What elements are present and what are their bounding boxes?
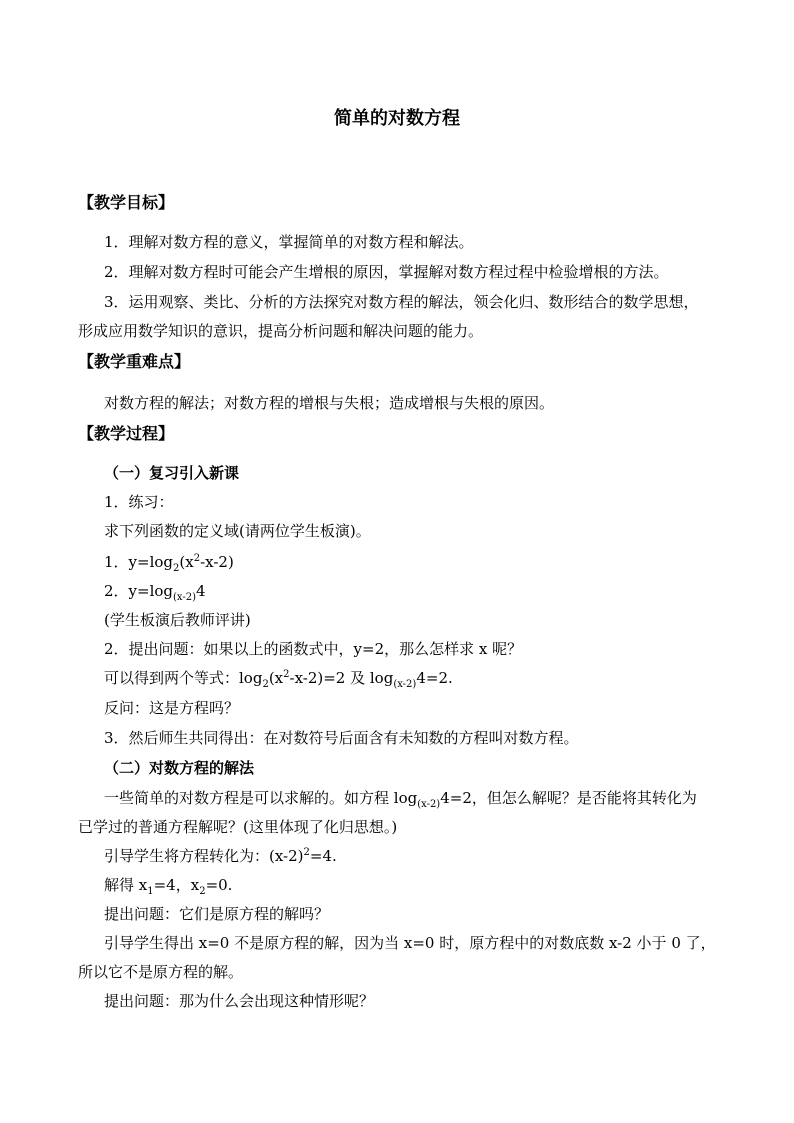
formula-text: 1．y=log: [104, 553, 174, 571]
formula-text: 2．y=log: [104, 582, 174, 600]
equation-subscript: 2: [262, 679, 269, 690]
part2-heading: （二）对数方程的解法: [104, 759, 255, 777]
equation-text: 4=2.: [416, 669, 453, 687]
paragraph-text: 解得 x: [104, 876, 148, 894]
equation-superscript: 2: [283, 669, 290, 680]
key-points-heading: 【教学重难点】: [78, 352, 191, 371]
equation-text: 可以得到两个等式：log: [104, 669, 263, 687]
paragraph: 已学过的普通方程解呢？(这里体现了化归思想。): [78, 818, 398, 836]
formula-line-1: [104, 552, 234, 572]
paragraph-text: =0.: [205, 876, 233, 894]
formula-line-2: [104, 581, 206, 601]
paragraph: 引导学生得出 x=0 不是原方程的解，因为当 x=0 时，原方程中的对数底数 x-2 小于 0 了，: [104, 934, 716, 952]
goal-item-3-continued: 形成应用数学知识的意识，提高分析问题和解决问题的能力。: [78, 322, 484, 340]
paragraph: 提出问题：那为什么会出现这种情形呢？: [104, 992, 375, 1010]
part1-heading: （一）复习引入新课: [104, 464, 240, 482]
paragraph: 提出问题：它们是原方程的解吗？: [104, 905, 330, 923]
key-points-text: 对数方程的解法；对数方程的增根与失根；造成增根与失根的原因。: [104, 394, 555, 412]
formula-text: -x-2): [200, 553, 234, 571]
equation-text: (x: [268, 669, 284, 687]
formula-text: 4: [196, 582, 206, 600]
paragraph-text: 一些简单的对数方程是可以求解的。如方程 log: [104, 789, 418, 807]
paragraph-text: 4=2，但怎么解呢？是否能将其转化为: [440, 789, 697, 807]
paragraph: 3．然后师生共同得出：在对数符号后面含有未知数的方程叫对数方程。: [104, 729, 579, 747]
equation-text: -x-2)=2 及 log: [289, 669, 394, 687]
paragraph: [104, 875, 232, 895]
paragraph-superscript: 2: [303, 847, 310, 858]
formula-subscript: (x-2): [173, 592, 197, 603]
paragraph: [104, 788, 697, 808]
process-heading: 【教学过程】: [78, 424, 175, 443]
formula-superscript: 2: [193, 553, 201, 564]
paragraph-text: =4.: [309, 847, 337, 865]
paragraph: 所以它不是原方程的解。: [78, 963, 244, 981]
equation-line: [104, 668, 453, 688]
paragraph: (学生板演后教师评讲): [104, 611, 251, 629]
paragraph-subscript: (x-2): [417, 799, 441, 810]
paragraph-text: =4，x: [153, 876, 200, 894]
goal-item-3: 3．运用观察、类比、分析的方法探究对数方程的解法，领会化归、数形结合的数学思想，: [104, 293, 699, 311]
paragraph-subscript: 1: [147, 886, 154, 897]
document-title: 简单的对数方程: [334, 108, 460, 129]
paragraph: 求下列函数的定义域(请两位学生板演)。: [104, 522, 371, 540]
equation-subscript: (x-2): [393, 679, 417, 690]
paragraph: 反问：这是方程吗？: [104, 699, 240, 717]
paragraph: 1．练习：: [104, 493, 174, 511]
paragraph: [104, 846, 337, 866]
formula-text: (x: [179, 553, 194, 571]
goals-heading: 【教学目标】: [78, 193, 175, 212]
goal-item-2: 2．理解对数方程时可能会产生增根的原因，掌握解对数方程过程中检验增根的方法。: [104, 263, 669, 281]
goal-item-1: 1．理解对数方程的意义，掌握简单的对数方程和解法。: [104, 233, 474, 251]
paragraph: 2．提出问题：如果以上的函数式中，y=2，那么怎样求 x 呢？: [104, 640, 523, 658]
paragraph-subscript: 2: [199, 886, 206, 897]
formula-subscript: 2: [173, 563, 180, 574]
paragraph-text: 引导学生将方程转化为：(x-2): [104, 847, 304, 865]
